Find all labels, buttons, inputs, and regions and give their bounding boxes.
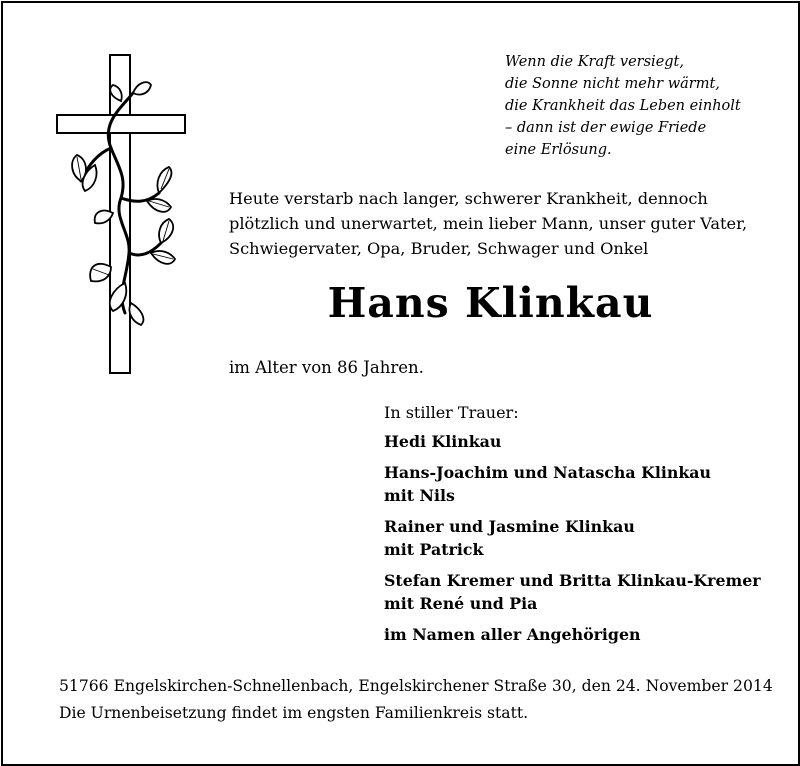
deceased-name: Hans Klinkau [327, 279, 654, 327]
mourner-line: Hedi Klinkau [384, 432, 502, 451]
obituary-notice [1, 1, 800, 766]
mourner-line: im Namen aller Angehörigen [384, 625, 641, 644]
mourner-group [384, 430, 761, 453]
mourners-list [384, 403, 761, 654]
poem-line: Wenn die Kraft versiegt, [505, 54, 684, 70]
poem-line: die Krankheit das Leben einholt [505, 98, 741, 114]
poem [505, 51, 785, 161]
mourner-line: Hans-Joachim und Natascha Klinkau [384, 463, 711, 482]
intro-line: Heute verstarb nach langer, schwerer Krankheit, dennoch [229, 189, 708, 208]
mourner-group [384, 515, 761, 561]
mourner-line: Rainer und Jasmine Klinkau [384, 517, 635, 536]
intro-line: plötzlich und unerwartet, mein lieber Mann, unser guter Vater, [229, 214, 748, 233]
poem-line: eine Erlösung. [505, 142, 612, 158]
mourners-lead: In stiller Trauer: [384, 403, 519, 422]
age-text: im Alter von 86 Jahren. [229, 358, 424, 377]
mourner-line: mit Patrick [384, 540, 484, 559]
poem-line: – dann ist der ewige Friede [505, 120, 707, 136]
poem-line: die Sonne nicht mehr wärmt, [505, 76, 720, 92]
burial-note: Die Urnenbeisetzung findet im engsten Familienkreis statt. [59, 704, 529, 722]
intro-paragraph [229, 186, 777, 261]
footer [59, 673, 773, 727]
mourner-line: mit Nils [384, 486, 455, 505]
address-line: 51766 Engelskirchen-Schnellenbach, Engelskirchener Straße 30, den 24. November 2014 [59, 677, 773, 695]
mourner-group [384, 623, 761, 646]
mourner-group [384, 461, 761, 507]
mourner-group [384, 569, 761, 615]
mourner-line: mit René und Pia [384, 594, 538, 613]
mourner-line: Stefan Kremer und Britta Klinkau-Kremer [384, 571, 761, 590]
intro-line: Schwiegervater, Opa, Bruder, Schwager und Onkel [229, 239, 649, 258]
